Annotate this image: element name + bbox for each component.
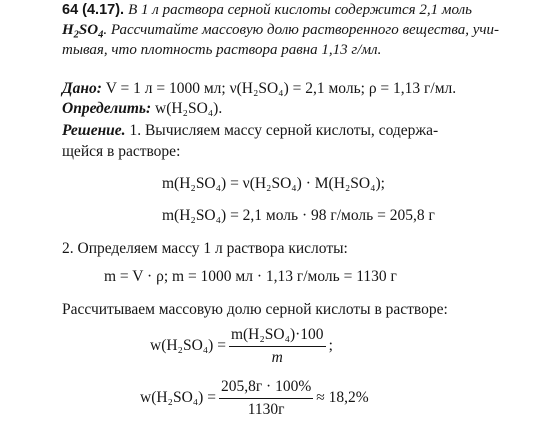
equation-4 <box>150 326 333 367</box>
problem-line-2 <box>62 22 499 39</box>
problem-text-1: В 1 л раствора серной кислоты содержится 2,1 моль <box>128 2 472 18</box>
eq5-fraction <box>219 378 313 419</box>
eq5-numerator: 205,8г · 100% <box>219 378 313 399</box>
equation-5 <box>140 378 369 419</box>
equation-2: m(H₂SO₄) = 2,1 моль · 98 г/моль = 205,8 г <box>162 207 435 224</box>
eq4-left: w(H₂SO₄) = <box>150 337 226 355</box>
eq4-denominator: m <box>271 348 283 366</box>
eq5-left: w(H₂SO₄) = <box>140 389 216 407</box>
given-values: V = 1 л = 1000 мл; ν(H₂SO₄) = 2,1 моль; ρ = 1,13 г/мл. <box>105 80 457 97</box>
solution-line-1 <box>62 122 438 140</box>
problem-line-1 <box>62 2 472 19</box>
eq5-denominator: 1130г <box>247 400 285 418</box>
eq4-numerator: m(H₂SO₄)·100 <box>229 326 326 347</box>
step-2: 2. Определяем массу 1 л раствора кислоты: <box>62 240 348 257</box>
problem-text-2: . Рассчитайте массовую долю растворенного вещества, учи- <box>103 22 500 38</box>
step-3: Рассчитываем массовую долю серной кислоты в растворе: <box>62 301 448 318</box>
solution-line-2: щейся в растворе: <box>62 143 181 160</box>
eq4-tail: ; <box>328 337 333 355</box>
solution-label: Решение. <box>62 122 126 139</box>
eq5-tail: ≈ 18,2% <box>316 389 369 407</box>
find-label: Определить: <box>62 100 152 117</box>
problem-number: 64 (4.17). <box>62 2 125 18</box>
eq4-fraction <box>229 326 326 367</box>
problem-formula: $H_2SO_4$ <box>62 22 104 41</box>
problem-line-3: тывая, что плотность раствора равна 1,13 г/мл. <box>62 42 382 58</box>
given-line <box>62 80 456 98</box>
given-label: Дано: <box>62 80 102 97</box>
equation-3: m = V · ρ; m = 1000 мл · 1,13 г/моль = 1130 г <box>104 268 397 285</box>
find-line <box>62 100 222 118</box>
find-value: w(H₂SO₄). <box>155 100 223 117</box>
solution-step1: 1. Вычисляем массу серной кислоты, содержа- <box>129 122 439 139</box>
equation-1: m(H₂SO₄) = ν(H₂SO₄) · M(H₂SO₄); <box>162 175 385 192</box>
